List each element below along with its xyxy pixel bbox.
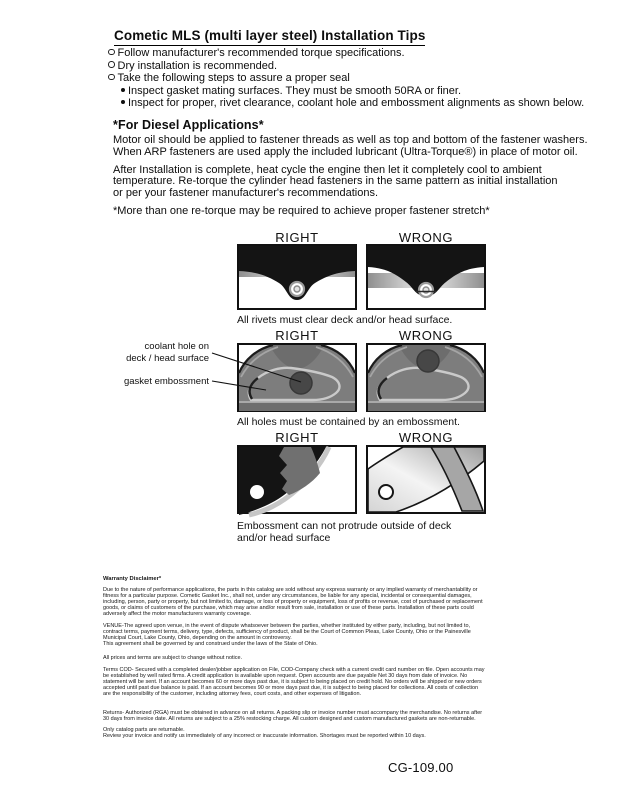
text-line: or per your fastener manufacturer's recommendations.: [113, 186, 378, 199]
bullet-dot-icon: [121, 100, 125, 104]
diagram-embossment-wrong-panel: [367, 446, 485, 513]
text-line: adversely affect the motor manufacturers warranty coverage.: [103, 611, 252, 618]
bullet-circle-icon: [108, 74, 115, 81]
bullet-circle-icon: [108, 61, 115, 68]
bullet-item: [121, 85, 461, 97]
text-line: After Installation is complete, heat cycle the engine then let it completely cool to ambient: [113, 163, 542, 176]
right-label: RIGHT: [275, 328, 319, 343]
page-number: CG-109.00: [388, 760, 454, 775]
installation-diagrams: [120, 228, 520, 548]
text-line: fitness for a particular purpose. Cometic Gasket Inc., shall not, under any circumstances, be liable for any special, incidental or consequential damages,: [103, 593, 472, 600]
diagram-holes-right-panel: [238, 344, 356, 411]
bullet-text: Dry installation is recommended.: [117, 59, 278, 72]
coolant-hole: [290, 372, 312, 394]
wrong-label: WRONG: [398, 230, 454, 245]
venue-paragraph: [103, 623, 471, 647]
text-line: Only catalog parts are returnable.: [103, 727, 185, 733]
text-line: temperature. Re-torque the cylinder head fasteners in the same pattern as initial installation: [113, 175, 558, 188]
prices-paragraph: [103, 655, 242, 661]
callout-embossment: gasket embossment: [123, 376, 209, 387]
bullet-text: Inspect gasket mating surfaces. They must be smooth 50RA or finer.: [128, 84, 462, 97]
diesel-note: *More than one re-torque may be required to achieve proper fastener stretch*: [113, 205, 490, 217]
text-line: are the responsibility of the customer, including attorney fees, court costs, and other expenses of litigation.: [103, 691, 362, 698]
bolt-hole: [250, 485, 264, 499]
callout-coolant-line1: coolant hole on: [144, 341, 209, 352]
text-line: Due to the nature of performance applications, the parts in this catalog are sold without any express warranty or any implied warranty of merchantability or: [103, 587, 478, 593]
page-title: Cometic MLS (multi layer steel) Installation Tips: [114, 28, 425, 46]
bullet-text: Inspect for proper, rivet clearance, coolant hole and embossment alignments as shown below.: [128, 96, 585, 109]
bolt-hole: [379, 485, 393, 499]
diagram-holes-wrong-panel: [367, 344, 485, 411]
bullet-text: Follow manufacturer's recommended torque specifications.: [117, 47, 405, 59]
returns-paragraph: [103, 710, 482, 722]
text-line: All prices and terms are subject to change without notice.: [103, 655, 243, 661]
text-line: Municipal Court, Lake County, Ohio, depending on the amount in controversy.: [103, 635, 292, 642]
warranty-heading: Warranty Disclaimer*: [103, 576, 162, 582]
text-line: including, person, party or property, but not limited to, damage, or loss of property or equipment, loss of profits or revenue, cost of purchased or replacement: [103, 599, 483, 606]
right-label: RIGHT: [275, 430, 319, 445]
bullet-dot-icon: [121, 88, 125, 92]
coolant-hole: [417, 350, 439, 372]
bullet-item: [108, 47, 405, 59]
caption-rivets: All rivets must clear deck and/or head surface.: [237, 314, 453, 326]
text-line: Review your invoice and notify us immediately of any incorrect or inaccurate information. Shortages must be reported within 10 days.: [103, 733, 426, 740]
diesel-paragraph-retorque: [113, 165, 558, 200]
text-line: This agreement shall be governed by and construed under the laws of the State of Ohio.: [103, 641, 318, 648]
catalog-returnable-paragraph: [103, 727, 426, 739]
caption-holes: All holes must be contained by an embossment.: [237, 416, 460, 428]
callout-coolant-line2: deck / head surface: [126, 353, 209, 364]
bullet-item: [108, 60, 277, 72]
wrong-label: WRONG: [398, 430, 454, 445]
diesel-paragraph-oil: [113, 135, 588, 158]
text-line: 30 days from invoice date. All returns are subject to a 25% restocking charge. All custom designed and custom manufactured gaskets are non-returnable.: [103, 716, 476, 723]
text-line: Terms COD- Secured with a completed dealer/jobber application on File, COD-Company check with a current credit card number on file. Open accounts may: [103, 667, 485, 673]
diagram-embossment-right-panel: [238, 446, 356, 515]
text-line: Motor oil should be applied to fastener threads as well as top and bottom of the fastener washers.: [113, 134, 588, 146]
page-title-wrap: [114, 27, 425, 46]
text-line: Returns- Authorized (RGA) must be obtained in advance on all returns. A packing slip or invoice number must accompany the merchandise. No returns after: [103, 710, 483, 716]
text-line: accepted until past due balance is paid. If an account becomes 90 or more days past due, it is subject to being placed for collections. All costs of collection: [103, 685, 479, 692]
caption-embossment-line1: Embossment can not protrude outside of deck: [237, 520, 452, 532]
text-line: be established by well rated firms. A credit application is available upon request. Open accounts are due payable Net 30 days from date of invoice. No: [103, 673, 468, 680]
bullet-item: [121, 97, 584, 109]
right-label: RIGHT: [275, 230, 319, 245]
bullet-circle-icon: [108, 49, 115, 56]
text-line: VENUE-The agreed upon venue, in the event of dispute whatsoever between the parties, whether instituted by either party, including, but not limited to,: [103, 623, 471, 629]
wrong-label: WRONG: [398, 328, 454, 343]
diagram-rivet-right-panel: [238, 245, 356, 309]
warranty-disclaimer-paragraph: [103, 587, 483, 617]
bullet-text: Take the following steps to assure a proper seal: [117, 72, 350, 84]
terms-cod-paragraph: [103, 667, 485, 697]
text-line: goods, or claims of customers of the purchase, which may arise and/or result from sale, installation or use of these parts. Installation of these parts could: [103, 605, 474, 612]
text-line: statement will be sent. If an account becomes 60 or more days past due, it is subject to being placed on credit hold. No orders will be shipped or new orders: [103, 679, 482, 686]
caption-embossment-line2: and/or head surface: [237, 532, 331, 544]
text-line: contract terms, payment terms, delivery, type, defects, sufficiency of product, shall be the Court of Common Pleas, Lake County, Ohio or the Painesville: [103, 629, 471, 636]
diesel-section-heading: *For Diesel Applications*: [113, 118, 264, 132]
text-line: When ARP fasteners are used apply the included lubricant (Ultra-Torque®) in place of motor oil.: [113, 145, 578, 158]
bullet-item: [108, 72, 350, 84]
diagram-rivet-wrong-panel: [367, 245, 485, 309]
